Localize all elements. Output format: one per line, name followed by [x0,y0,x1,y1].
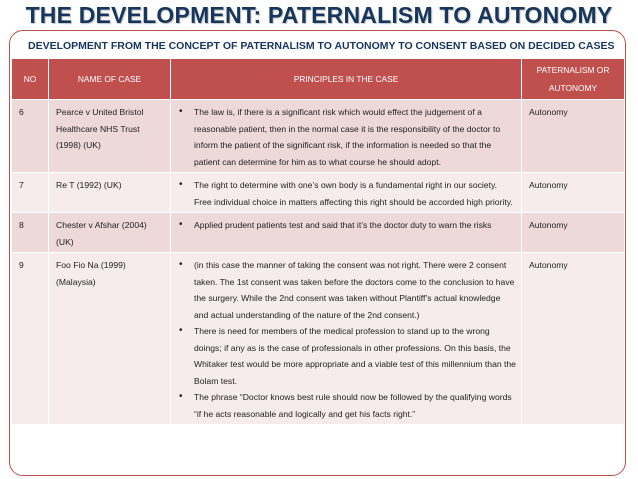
principle-item [178,217,516,234]
principles-list [178,257,516,422]
case-principles [171,173,522,213]
principle-text: Applied prudent patients test and said that it’s the doctor duty to warn the risks [194,220,492,230]
bullet-icon: • [179,325,183,336]
table-row [12,100,625,173]
case-number: 9 [12,253,49,425]
principle-item [178,104,516,170]
case-result: Autonomy [522,100,625,173]
header-principles: PRINCIPLES IN THE CASE [171,59,522,100]
cases-table [11,58,625,425]
principle-text: The right to determine with one’s own body is a fundamental right in our society. Free individual choice in matters affecting this right should be accorded high priority. [194,180,513,207]
case-result: Autonomy [522,173,625,213]
bullet-icon: • [179,106,183,117]
principle-text: (in this case the manner of taking the consent was not right. There were 2 consent taken. The 1st consent was taken before the doctors come to the conclusion to have the surgery. While the 2nd consent was taken without Plantiff’s actual knowledge and actual understanding of the nature of the 2nd consent.) [194,260,515,320]
bullet-icon: • [179,219,183,230]
table-row [12,173,625,213]
header-paternalism-or-autonomy: PATERNALISM OR AUTONOMY [522,59,625,100]
case-name: Chester v Afshar (2004) (UK) [49,213,171,253]
case-number: 6 [12,100,49,173]
principles-list [178,104,516,170]
table-header-row [12,59,625,100]
table-body [12,100,625,425]
principle-item [178,323,516,389]
principle-item [178,177,516,210]
principle-text: The phrase “Doctor knows best rule should now be followed by the qualifying words “if he acts reasonable and logically and get his facts right.” [194,392,512,419]
case-principles [171,253,522,425]
case-principles [171,100,522,173]
principle-text: There is need for members of the medical profession to stand up to the wrong doings; if any as is the case of professionals in other professions. On this basis, the Whitaker test would be more appropriate and a viable test of this millennium than the Bolam test. [194,326,516,386]
case-principles [171,213,522,253]
principles-list [178,177,516,210]
bullet-icon: • [179,259,183,270]
case-name: Pearce v United Bristol Healthcare NHS Trust (1998) (UK) [49,100,171,173]
table-row [12,253,625,425]
case-name: Re T (1992) (UK) [49,173,171,213]
case-number: 8 [12,213,49,253]
slide-title: THE DEVELOPMENT: PATERNALISM TO AUTONOMY [25,2,613,28]
slide-subtitle: DEVELOPMENT FROM THE CONCEPT OF PATERNALISM TO AUTONOMY TO CONSENT BASED ON DECIDED CASES [28,40,615,52]
case-name: Foo Fio Na (1999) (Malaysia) [49,253,171,425]
case-result: Autonomy [522,253,625,425]
case-result: Autonomy [522,213,625,253]
header-no: NO [12,59,49,100]
principle-item [178,389,516,422]
header-name-of-case: NAME OF CASE [49,59,171,100]
bullet-icon: • [179,179,183,190]
principles-list [178,217,516,234]
bullet-icon: • [179,391,183,402]
principle-text: The law is, if there is a significant risk which would effect the judgement of a reasonable patient, then in the normal case it is the responsibility of the doctor to inform the patient of the significant risk, if the information is needed so that the patient can determine for him as to what course he should adopt. [194,107,501,167]
principle-item [178,257,516,323]
case-number: 7 [12,173,49,213]
table-row [12,213,625,253]
